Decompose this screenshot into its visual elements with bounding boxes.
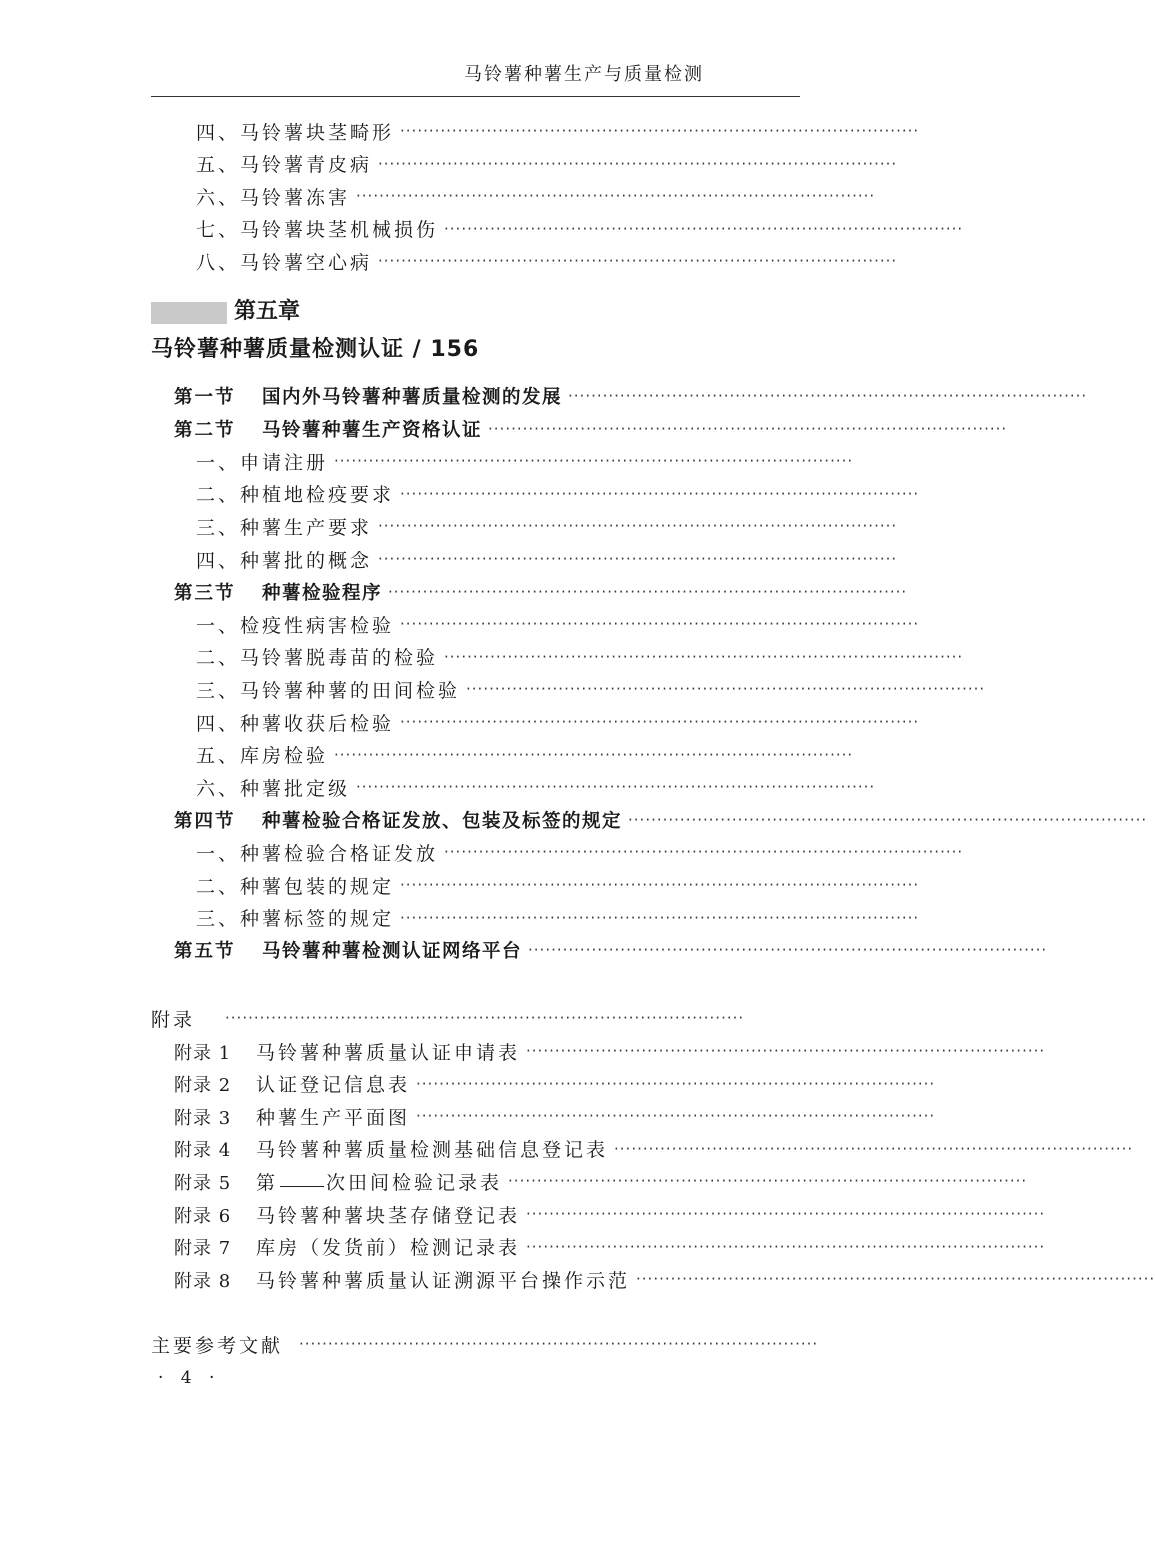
toc-section-heading <box>174 937 522 963</box>
appendix-number: 附录 8 <box>174 1270 232 1292</box>
toc-entry-title: 四、种薯收获后检验 <box>196 712 395 735</box>
dot-leader: ·························································································· <box>356 187 876 206</box>
appendix-entry[interactable] <box>0 1035 1046 1067</box>
appendix-entry-lead <box>174 1233 520 1260</box>
dot-leader: ·························································································· <box>400 484 920 503</box>
toc-section[interactable] <box>0 380 1088 412</box>
toc-entry[interactable] <box>0 902 996 934</box>
toc-entry[interactable] <box>0 771 996 803</box>
appendix-number: 附录 4 <box>174 1140 232 1162</box>
appendix-number: 附录 5 <box>174 1172 232 1194</box>
chapter-label: 第五章 <box>234 298 301 324</box>
appendix-title-pre: 第 <box>256 1171 279 1194</box>
dot-leader: ·························································································· <box>400 122 920 140</box>
dot-leader: ·························································································· <box>628 810 1148 829</box>
appendix-heading[interactable] <box>0 1002 951 1034</box>
toc-entry[interactable] <box>0 245 996 277</box>
toc-section-heading <box>174 807 622 833</box>
appendix-title-post: 次田间检验记录表 <box>326 1171 503 1194</box>
toc-entry[interactable] <box>0 706 996 738</box>
toc-entry[interactable] <box>0 180 996 212</box>
toc-entry-title: 一、申请注册 <box>196 451 329 474</box>
toc-entry-title: 五、库房检验 <box>196 745 329 768</box>
appendix-entry-lead <box>174 1266 630 1293</box>
toc-entry[interactable] <box>0 739 996 771</box>
toc-entry-title: 七、马铃薯块茎机械损伤 <box>196 219 439 242</box>
appendix-entry[interactable] <box>0 1263 1155 1295</box>
section-number: 第四节 <box>174 810 236 832</box>
toc-entry-title: 一、种薯检验合格证发放 <box>196 842 439 865</box>
section-title: 马铃薯种薯检测认证网络平台 <box>262 941 523 963</box>
toc-section-heading <box>174 383 562 409</box>
dot-leader: ·························································································· <box>400 908 920 927</box>
toc-entry-title: 六、马铃薯冻害 <box>196 186 351 209</box>
dot-leader: ·························································································· <box>400 615 920 634</box>
section-title: 种薯检验程序 <box>262 582 383 604</box>
toc-entry-title: 一、检疫性病害检验 <box>196 614 395 637</box>
dot-leader: ·························································································· <box>526 1237 1046 1256</box>
dot-leader: ·························································································· <box>378 517 898 536</box>
appendix-entry[interactable] <box>0 1165 1028 1197</box>
dot-leader: ·························································································· <box>299 1335 819 1353</box>
section-number: 第三节 <box>174 582 236 604</box>
dot-leader: ·························································································· <box>416 1074 936 1093</box>
toc-section[interactable] <box>0 804 1148 836</box>
dot-leader: ·························································································· <box>508 1172 1028 1191</box>
references-heading[interactable] <box>0 1328 951 1360</box>
appendix-entry-title: 马铃薯种薯质量认证溯源平台操作示范 <box>256 1269 631 1292</box>
appendix-entry-lead <box>174 1070 410 1097</box>
dot-leader: ·························································································· <box>444 843 964 862</box>
toc-entry[interactable] <box>0 608 996 640</box>
dot-leader: ·························································································· <box>528 941 1048 960</box>
toc-section[interactable] <box>0 413 1008 445</box>
toc-section[interactable] <box>0 576 974 608</box>
toc-entry[interactable] <box>0 510 996 542</box>
toc-entry-title: 四、种薯批的概念 <box>196 549 373 572</box>
dot-leader: ·························································································· <box>614 1139 1134 1158</box>
toc-entry-title: 三、种薯生产要求 <box>196 516 373 539</box>
blank-underline <box>280 1185 324 1187</box>
dot-leader: ·························································································· <box>378 252 898 271</box>
section-number: 第五节 <box>174 941 236 963</box>
section-number: 第二节 <box>174 419 236 441</box>
chapter-marker-bar <box>151 302 227 324</box>
toc-entry[interactable] <box>0 673 996 705</box>
toc-section-heading <box>174 416 482 442</box>
toc-entry[interactable] <box>0 869 996 901</box>
appendix-entry-lead <box>174 1103 410 1130</box>
toc-entry-title: 二、马铃薯脱毒苗的检验 <box>196 647 439 670</box>
dot-leader: ·························································································· <box>378 550 898 568</box>
dot-leader: ·························································································· <box>378 154 898 173</box>
dot-leader: ·························································································· <box>356 778 876 797</box>
appendix-entry[interactable] <box>0 1068 974 1100</box>
dot-leader: ·························································································· <box>334 452 854 471</box>
toc-entry[interactable] <box>0 115 996 147</box>
toc-entry-title: 四、马铃薯块茎畸形 <box>196 121 395 144</box>
section-title: 马铃薯种薯生产资格认证 <box>262 419 483 441</box>
toc-entry-title: 二、种植地检疫要求 <box>196 484 395 507</box>
appendix-entry-title: 马铃薯种薯质量检测基础信息登记表 <box>256 1139 609 1162</box>
toc-entry-title: 八、马铃薯空心病 <box>196 251 373 274</box>
appendix-entry-title: 认证登记信息表 <box>256 1074 411 1097</box>
page-number: · 4 · <box>158 1368 221 1388</box>
toc-entry-title: 三、种薯标签的规定 <box>196 908 395 931</box>
toc-entry[interactable] <box>0 836 996 868</box>
appendix-entry[interactable] <box>0 1100 974 1132</box>
appendix-number: 附录 3 <box>174 1107 232 1129</box>
dot-leader: ·························································································· <box>488 419 1008 438</box>
dot-leader: ·························································································· <box>466 680 986 699</box>
references-title: 主要参考文献 <box>151 1334 284 1357</box>
toc-entry[interactable] <box>0 445 996 477</box>
toc-entry[interactable] <box>0 543 996 575</box>
section-number: 第一节 <box>174 387 236 408</box>
dot-leader: ·························································································· <box>400 876 920 894</box>
appendix-entry-title: 种薯生产平面图 <box>256 1106 411 1129</box>
toc-entry[interactable] <box>0 213 996 245</box>
dot-leader: ·························································································· <box>568 387 1088 405</box>
dot-leader: ·························································································· <box>636 1270 1155 1289</box>
appendix-entry-lead <box>174 1201 520 1228</box>
dot-leader: ·························································································· <box>526 1042 1046 1060</box>
dot-leader: ·························································································· <box>416 1107 936 1126</box>
toc-entry-title: 五、马铃薯青皮病 <box>196 154 373 177</box>
dot-leader: ·························································································· <box>225 1009 745 1027</box>
dot-leader: ·························································································· <box>334 745 854 764</box>
dot-leader: ·························································································· <box>388 582 908 601</box>
toc-entry-title: 二、种薯包装的规定 <box>196 875 395 898</box>
toc-section-heading <box>174 579 382 605</box>
appendix-entry-lead <box>174 1168 502 1195</box>
appendix-entry-lead <box>174 1135 608 1162</box>
toc-entry[interactable] <box>0 478 996 510</box>
appendix-entry-title: 马铃薯种薯质量认证申请表 <box>256 1041 521 1064</box>
dot-leader: ·························································································· <box>400 713 920 731</box>
toc-entry-title: 六、种薯批定级 <box>196 777 351 800</box>
chapter-title: 马铃薯种薯质量检测认证 / 156 <box>151 337 480 362</box>
toc-entry[interactable] <box>0 148 996 180</box>
header-rule <box>151 96 800 97</box>
section-title: 种薯检验合格证发放、包装及标签的规定 <box>262 810 623 832</box>
dot-leader: ·························································································· <box>526 1205 1046 1223</box>
toc-section[interactable] <box>0 934 1048 966</box>
appendix-number: 附录 1 <box>174 1042 232 1064</box>
running-header: 马铃薯种薯生产与质量检测 <box>464 64 704 85</box>
appendix-title: 附录 <box>151 1008 196 1031</box>
dot-leader: ·························································································· <box>444 219 964 238</box>
section-title: 国内外马铃薯种薯质量检测的发展 <box>262 387 563 408</box>
appendix-entry[interactable] <box>0 1231 1046 1263</box>
appendix-number: 附录 2 <box>174 1075 232 1097</box>
appendix-entry-lead <box>174 1038 520 1065</box>
appendix-entry-title: 马铃薯种薯块茎存储登记表 <box>256 1204 521 1227</box>
appendix-entry[interactable] <box>0 1198 1046 1230</box>
dot-leader: ·························································································· <box>444 647 964 666</box>
appendix-entry-title: 库房（发货前）检测记录表 <box>256 1237 521 1260</box>
appendix-number: 附录 6 <box>174 1205 232 1227</box>
toc-entry-title: 三、马铃薯种薯的田间检验 <box>196 679 461 702</box>
appendix-number: 附录 7 <box>174 1238 232 1260</box>
appendix-entry[interactable] <box>0 1133 1134 1165</box>
toc-entry[interactable] <box>0 641 996 673</box>
